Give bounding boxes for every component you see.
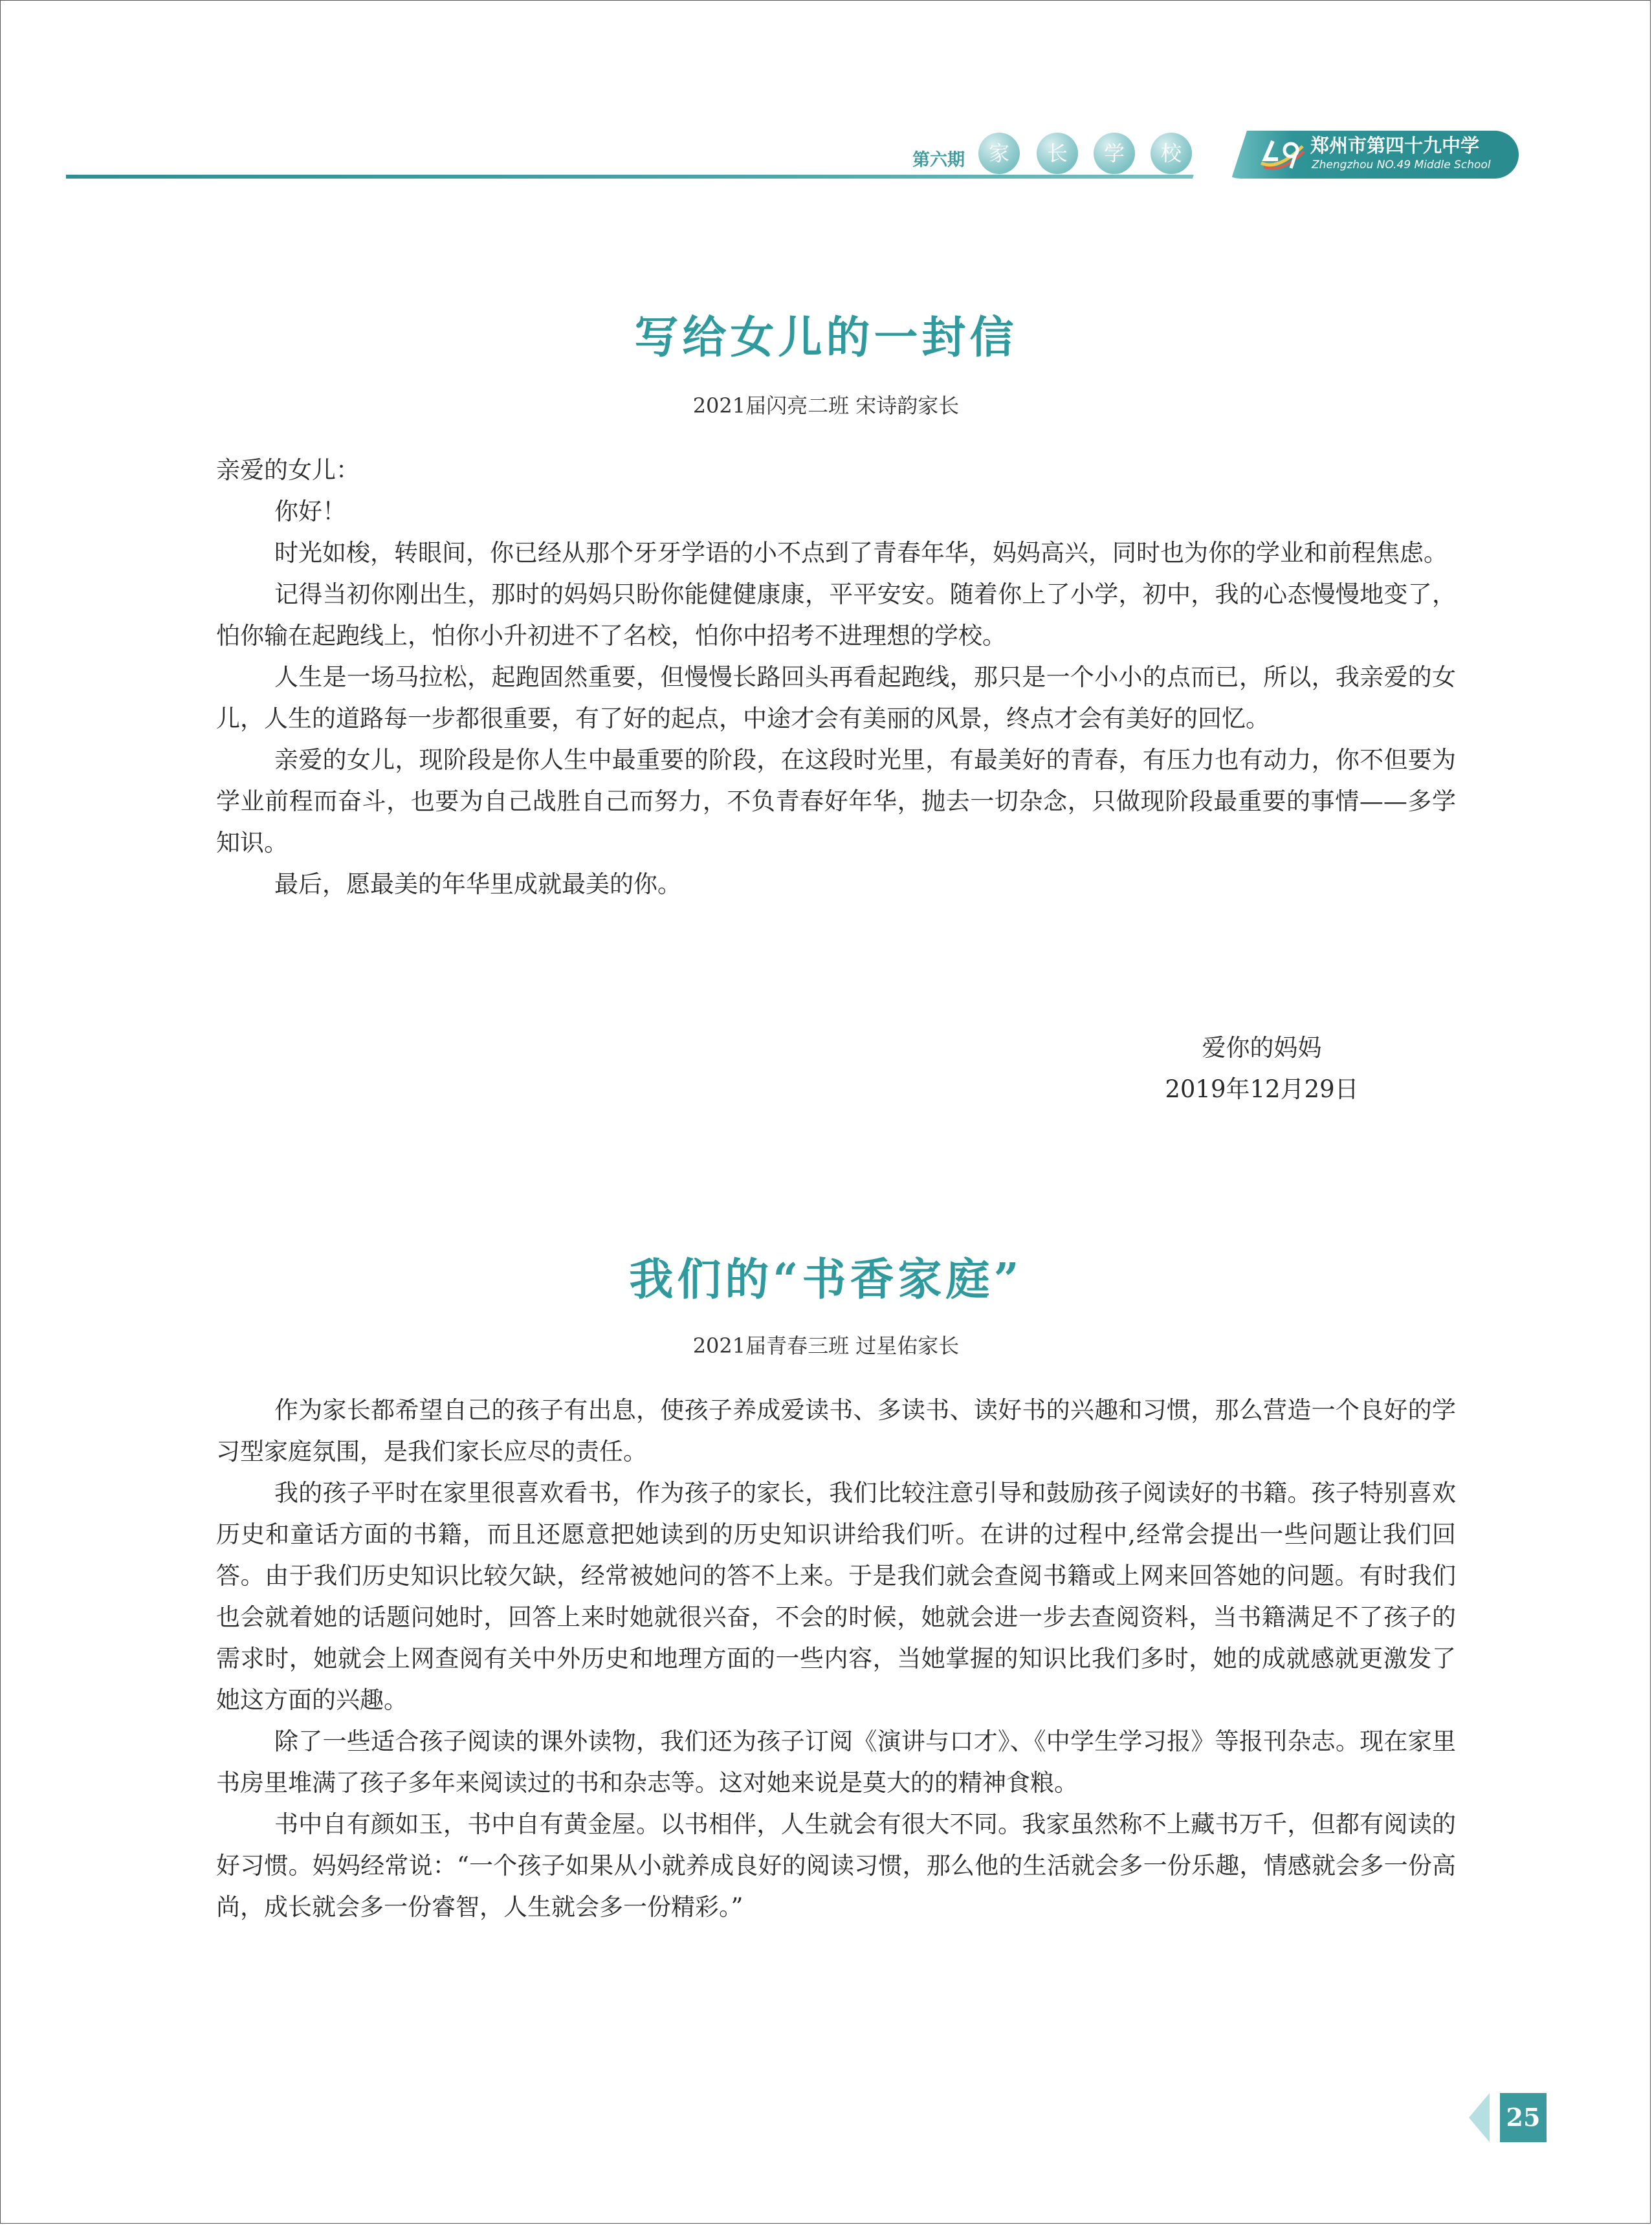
paragraph: 除了一些适合孩子阅读的课外读物，我们还为孩子订阅《演讲与口才》、《中学生学习报》等报刊杂志。现在家里书房里堆满了孩子多年来阅读过的书和杂志等。这对她来说是莫大的的精神食粮。 xyxy=(216,1727,1456,1797)
issue-label: 第六期 xyxy=(912,150,965,170)
article1-title: 写给女儿的一封信 xyxy=(634,312,1018,364)
school-name-cn: 郑州市第四十九中学 xyxy=(1310,135,1480,157)
header-rule xyxy=(66,175,1231,179)
article2-title: 我们的“书香家庭” xyxy=(629,1254,1023,1306)
paragraph: 书中自有颜如玉，书中自有黄金屋。以书相伴，人生就会有很大不同。我家虽然称不上藏书万千，但都有阅读的好习惯。妈妈经常说：“一个孩子如果从小就养成良好的阅读习惯，那么他的生活就会多一份乐趣，情感就会多一份高尚，成长就会多一份睿智，人生就会多一份精彩。” xyxy=(216,1810,1456,1921)
article2-body xyxy=(216,1390,1456,1928)
series-badge: 家 xyxy=(978,133,1020,174)
school-name-en: Zhengzhou NO.49 Middle School xyxy=(1312,159,1491,171)
paragraph: 人生是一场马拉松，起跑固然重要，但慢慢长路回头再看起跑线，那只是一个小小的点而已，所以，我亲爱的女儿，人生的道路每一步都很重要，有了好的起点，中途才会有美丽的风景，终点才会有美好的回忆。 xyxy=(216,663,1456,732)
article1-byline: 2021届闪亮二班 宋诗韵家长 xyxy=(692,393,960,418)
letter-date: 2019年12月29日 xyxy=(1165,1075,1359,1103)
page-number: 25 xyxy=(1500,2093,1547,2142)
paragraph: 作为家长都希望自己的孩子有出息，使孩子养成爱读书、多读书、读好书的兴趣和习惯，那么营造一个良好的学习型家庭氛围，是我们家长应尽的责任。 xyxy=(216,1396,1456,1465)
article2-byline: 2021届青春三班 过星佑家长 xyxy=(692,1333,960,1358)
greeting: 你好！ xyxy=(274,498,346,525)
paragraph: 亲爱的女儿，现阶段是你人生中最重要的阶段，在这段时光里，有最美好的青春，有压力也有动力，你不但要为学业前程而奋斗，也要为自己战胜自己而努力，不负青春好年华，抛去一切杂念，只做现阶段最重要的事情——多学知识。 xyxy=(216,746,1456,857)
signature: 爱你的妈妈 xyxy=(1202,1034,1322,1062)
series-badge: 长 xyxy=(1037,133,1078,174)
series-badge: 学 xyxy=(1094,133,1135,174)
school-logo-icon xyxy=(1259,137,1305,173)
paragraph: 最后，愿最美的年华里成就最美的你。 xyxy=(274,870,681,898)
paragraph: 时光如梭，转眼间，你已经从那个牙牙学语的小不点到了青春年华，妈妈高兴，同时也为你的学业和前程焦虑。 xyxy=(274,539,1448,567)
salutation: 亲爱的女儿： xyxy=(216,456,360,484)
page-number-arrow xyxy=(1469,2093,1490,2142)
series-badge: 校 xyxy=(1151,133,1192,174)
paragraph: 记得当初你刚出生，那时的妈妈只盼你能健健康康，平平安安。随着你上了小学，初中，我的心态慢慢地变了，怕你输在起跑线上，怕你小升初进不了名校，怕你中招考不进理想的学校。 xyxy=(216,580,1456,650)
paragraph: 我的孩子平时在家里很喜欢看书，作为孩子的家长，我们比较注意引导和鼓励孩子阅读好的书籍。孩子特别喜欢历史和童话方面的书籍，而且还愿意把她读到的历史知识讲给我们听。在讲的过程中,经常会提出一些问题让我们回答。由于我们历史知识比较欠缺，经常被她问的答不上来。于是我们就会查阅书籍或上网来回答她的问题。有时我们也会就着她的话题问她时，回答上来时她就很兴奋，不会的时候，她就会进一步去查阅资料，当书籍满足不了孩子的需求时，她就会上网查阅有关中外历史和地理方面的一些内容，当她掌握的知识比我们多时，她的成就感就更激发了她这方面的兴趣。 xyxy=(216,1479,1456,1714)
article1-body xyxy=(216,450,1456,905)
